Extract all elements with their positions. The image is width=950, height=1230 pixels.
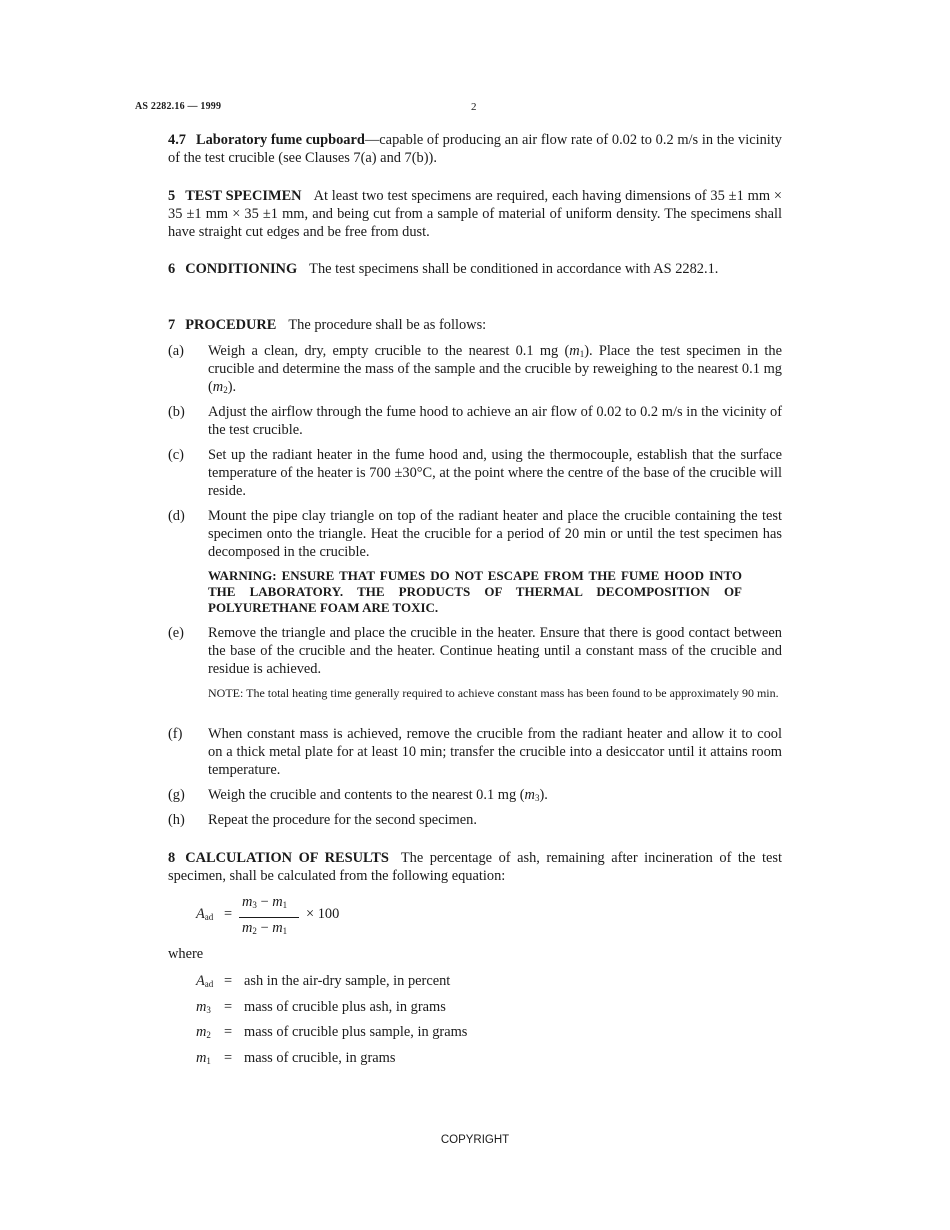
procedure-step-e	[168, 624, 782, 678]
step-label: (b)	[168, 404, 185, 420]
clause-number: 5	[168, 188, 176, 204]
step-label: (g)	[168, 787, 185, 803]
clause-title: TEST SPECIMEN	[185, 188, 302, 204]
step-text: Adjust the airflow through the fume hood to achieve an air flow of 0.02 to 0.2 m/s in the vicinity of the test crucible.	[208, 404, 782, 438]
procedure-step-a	[168, 342, 782, 396]
step-text: Weigh a clean, dry, empty crucible to the nearest 0.1 mg $(m_1)$. Place the test specimen in the crucible and determine the mass of the sample and the crucible by reweighing to the nearest 0.1 mg $(m_2)$.	[208, 343, 782, 395]
clause-title: CALCULATION OF RESULTS	[185, 850, 389, 866]
definition-symbol: $m_1$	[196, 1050, 211, 1066]
definition-symbol: $m_2$	[196, 1024, 211, 1040]
definition-text: mass of crucible plus ash, in grams	[244, 999, 446, 1015]
definition-text: ash in the air-dry sample, in percent	[244, 973, 451, 989]
page-number: 2	[471, 101, 477, 113]
clause-text: The test specimens shall be conditioned in accordance with AS 2282.1.	[309, 261, 719, 277]
clause-title: CONDITIONING	[185, 261, 298, 277]
clause-6-conditioning	[168, 260, 782, 278]
ash-equation	[196, 892, 396, 942]
copyright-footer: COPYRIGHT	[440, 1134, 510, 1146]
step-label: (c)	[168, 447, 184, 463]
where-label: where	[168, 946, 204, 962]
clause-number: 6	[168, 261, 176, 277]
equals-sign: =	[224, 973, 233, 989]
document-header-standard: AS 2282.16 — 1999	[135, 101, 222, 112]
step-text: Remove the triangle and place the crucible in the heater. Ensure that there is good contact between the base of the crucible and the heater. Continue heating until a constant mass of the crucible and residue is achieved.	[208, 625, 782, 677]
step-text: Mount the pipe clay triangle on top of the radiant heater and place the crucible containing the test specimen onto the triangle. Heat the crucible for a period of 20 min or until the test specimen has decomposed in the crucible.	[208, 508, 782, 560]
step-label: (h)	[168, 812, 185, 828]
definition-symbol: $A_{ad}$	[196, 973, 214, 989]
procedure-step-f	[168, 725, 782, 779]
clause-title: PROCEDURE	[185, 317, 277, 333]
step-text: When constant mass is achieved, remove the crucible from the radiant heater and allow it to cool on a thick metal plate for at least 10 min; transfer the crucible into a desiccator until it attains room temperature.	[208, 726, 782, 778]
clause-number: 8	[168, 850, 176, 866]
equals-sign: =	[224, 999, 233, 1015]
clause-5-test-specimen	[168, 187, 782, 241]
equation-numerator: $m_3 - m_1$	[242, 894, 288, 910]
clause-text: —capable of producing an air flow rate of 0.02 to 0.2 m/s in the vicinity of the test crucible (see Clauses 7(a) and 7(b)).	[168, 132, 782, 166]
step-text: Set up the radiant heater in the fume hood and, using the thermocouple, establish that the surface temperature of the heater is 700 ±30°C, at the point where the centre of the base of the crucible will reside.	[208, 447, 782, 499]
clause-text: At least two test specimens are required, each having dimensions of 35 ±1 mm × 35 ±1 mm × 35 ±1 mm, and being cut from a sample of material of uniform density. The specimens shall have straight cut edges and be free from dust.	[168, 188, 782, 240]
clause-4-7	[168, 131, 782, 167]
clause-number: 4.7	[168, 132, 186, 148]
clause-8-calculation	[168, 849, 782, 885]
note-text: NOTE: The total heating time generally required to achieve constant mass has been found to be approximately 90 min.	[208, 686, 779, 700]
equation-denominator: $m_2 - m_1$	[242, 920, 288, 936]
step-text: Weigh the crucible and contents to the nearest 0.1 mg $(m_3)$.	[208, 787, 548, 803]
clause-number: 7	[168, 317, 176, 333]
procedure-step-b	[168, 403, 782, 439]
step-label: (d)	[168, 508, 185, 524]
procedure-step-d	[168, 507, 782, 561]
equals-sign: =	[224, 906, 233, 922]
step-label: (a)	[168, 343, 184, 359]
step-text: Repeat the procedure for the second specimen.	[208, 812, 477, 828]
procedure-step-h	[168, 811, 782, 829]
step-label: (e)	[168, 625, 184, 641]
clause-7-procedure	[168, 316, 782, 334]
equation-multiplier: × 100	[306, 906, 340, 922]
fraction-bar	[239, 917, 299, 918]
clause-text: The procedure shall be as follows:	[288, 317, 487, 333]
definition-text: mass of crucible plus sample, in grams	[244, 1024, 468, 1040]
equation-lhs: $A_{ad}$	[196, 906, 214, 922]
definition-symbol: $m_3$	[196, 999, 211, 1015]
warning-text: WARNING: ENSURE THAT FUMES DO NOT ESCAPE FROM THE FUME HOOD INTO THE LABORATORY. THE PRODUCTS OF THERMAL DECOMPOSITION OF POLYURETHANE FOAM ARE TOXIC.	[208, 568, 742, 615]
definition-text: mass of crucible, in grams	[244, 1050, 396, 1066]
step-label: (f)	[168, 726, 183, 742]
procedure-step-g	[168, 786, 782, 804]
procedure-step-c	[168, 446, 782, 500]
clause-title: Laboratory fume cupboard	[196, 132, 365, 148]
equals-sign: =	[224, 1050, 233, 1066]
equals-sign: =	[224, 1024, 233, 1040]
clause-text: The percentage of ash, remaining after incineration of the test specimen, shall be calculated from the following equation:	[168, 850, 782, 884]
